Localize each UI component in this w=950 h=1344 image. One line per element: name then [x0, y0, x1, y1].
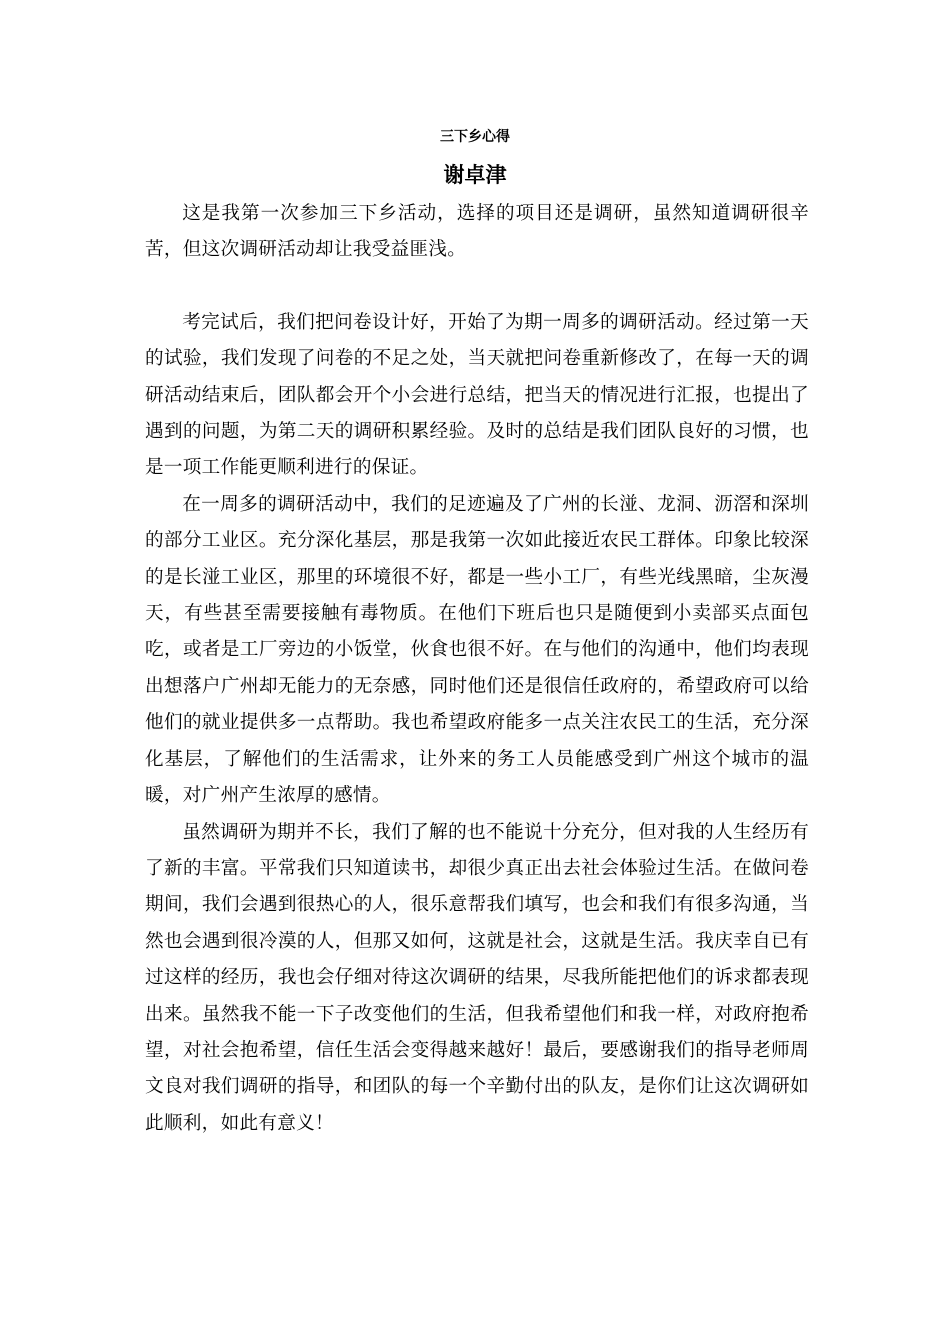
paragraph-field-visits: 在一周多的调研活动中，我们的足迹遍及了广州的长湴、龙洞、沥滘和深圳的部分工业区。充分深化基层，那是我第一次如此接近农民工群体。印象比较深的是长湴工业区，那里的环境很不好，都是一些小工厂，有些光线黑暗，尘灰漫天，有些甚至需要接触有毒物质。在他们下班后也只是随便到小卖部买点面包吃，或者是工厂旁边的小饭堂，伙食也很不好。在与他们的沟通中，他们均表现出想落户广州却无能力的无奈感，同时他们还是很信任政府的，希望政府可以给他们的就业提供多一点帮助。我也希望政府能多一点关注农民工的生活，充分深化基层，了解他们的生活需求，让外来的务工人员能感受到广州这个城市的温暖，对广州产生浓厚的感情。	[145, 493, 809, 807]
document-title: 三下乡心得	[440, 129, 510, 145]
document-body	[145, 196, 809, 1142]
paragraph-intro: 这是我第一次参加三下乡活动，选择的项目还是调研，虽然知道调研很辛苦，但这次调研活动却让我受益匪浅。	[145, 203, 809, 261]
paragraph-reflection: 虽然调研为期并不长，我们了解的也不能说十分充分，但对我的人生经历有了新的丰富。平常我们只知道读书，却很少真正出去社会体验过生活。在做问卷期间，我们会遇到很热心的人，很乐意帮我们填写，也会和我们有很多沟通，当然也会遇到很冷漠的人，但那又如何，这就是社会，这就是生活。我庆幸自已有过这样的经历，我也会仔细对待这次调研的结果，尽我所能把他们的诉求都表现出来。虽然我不能一下子改变他们的生活，但我希望他们和我一样，对政府抱希望，对社会抱希望，信任生活会变得越来越好！最后，要感谢我们的指导老师周文良对我们调研的指导，和团队的每一个辛勤付出的队友，是你们让这次调研如此顺利，如此有意义！	[145, 821, 809, 1134]
paragraph-spacer	[145, 269, 809, 305]
paragraph-survey-process: 考完试后，我们把问卷设计好，开始了为期一周多的调研活动。经过第一天的试验，我们发现了问卷的不足之处，当天就把问卷重新修改了，在每一天的调研活动结束后，团队都会开个小会进行总结，把当天的情况进行汇报，也提出了遇到的问题，为第二天的调研积累经验。及时的总结是我们团队良好的习惯，也是一项工作能更顺利进行的保证。	[145, 311, 809, 479]
document-author: 谢卓津	[443, 162, 507, 187]
